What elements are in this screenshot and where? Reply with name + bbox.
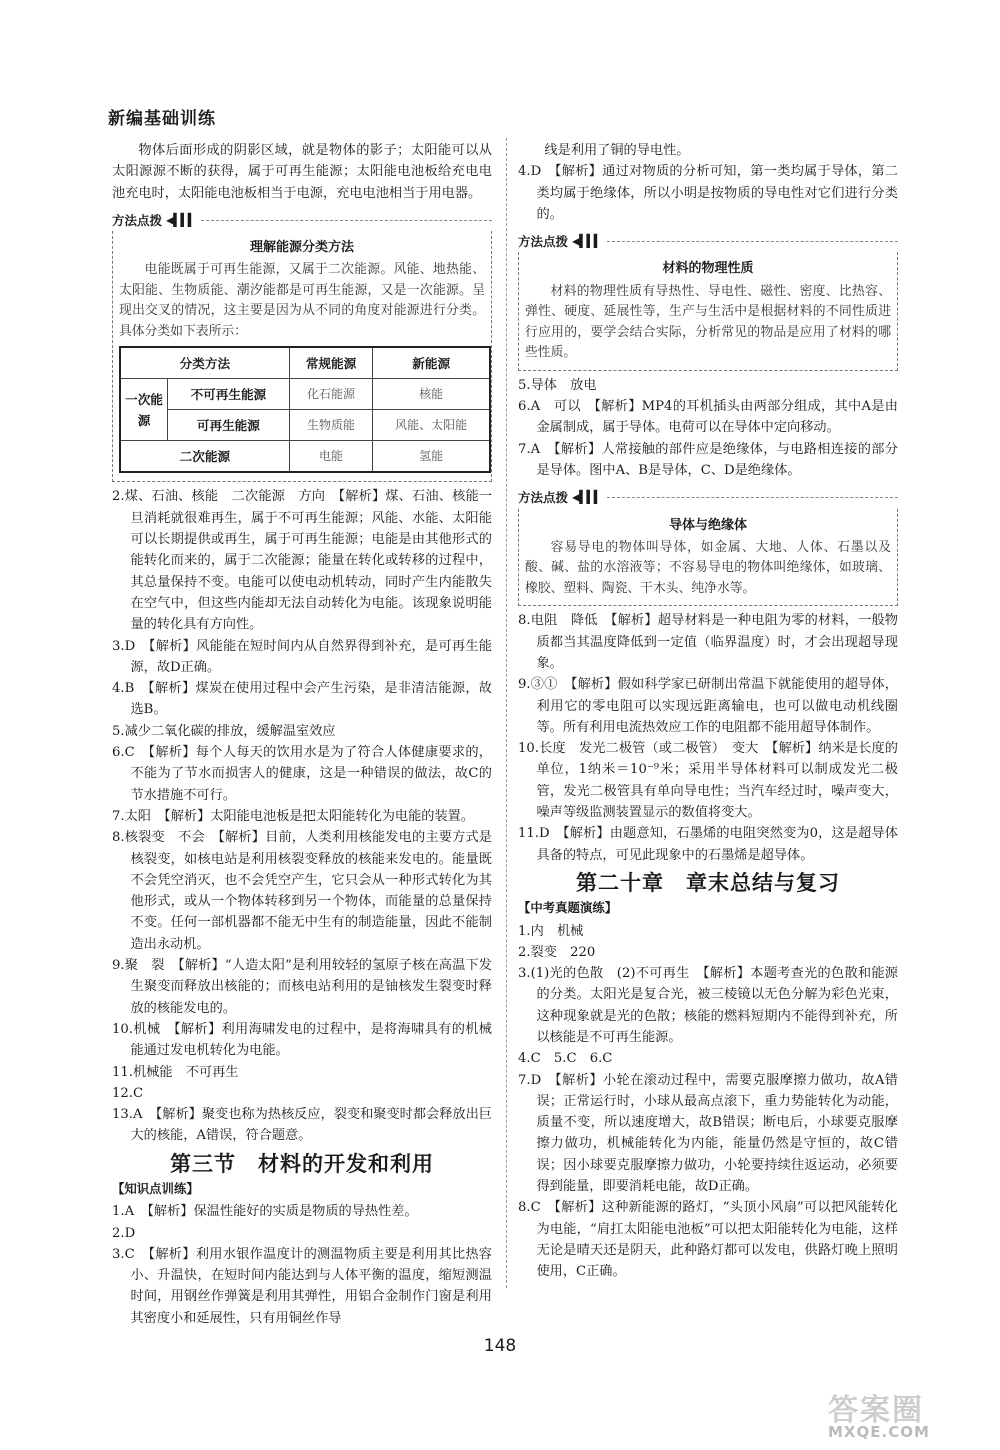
answer-item: 9.③① 【解析】假如科学家已研制出常温下就能使用的超导体，利用它的零电阻可以实现远距离输电，也可以做电动机线圈等。所有利用电流热效应工作的电阻都不能用超导体制作。	[518, 677, 898, 735]
answer-item: 6.A 可以 【解析】MP4的耳机插头由两部分组成，其中A是由金属制成，属于导体。电荷可以在导体中定向移动。	[518, 399, 898, 436]
left-column	[112, 140, 492, 1329]
chapter-tag: 【中考真题演练】	[518, 900, 618, 916]
page-number: 148	[483, 1336, 517, 1356]
speaker-icon: ◀▍▍▍	[572, 234, 601, 249]
answer-item: 1.A 【解析】保温性能好的实质是物质的导热性差。	[112, 1204, 418, 1220]
section-title: 第三节 材料的开发和利用	[170, 1150, 434, 1176]
energy-classification-table	[119, 346, 491, 473]
speaker-icon: ◀▍▍▍	[166, 212, 195, 227]
answer-item: 4.D 【解析】通过对物质的分析可知，第一类均属于导体，第二类均属于绝缘体，所以小明是按物质的导电性对它们进行分类的。	[518, 164, 898, 222]
table-nonrenewable: 不可再生能源	[168, 379, 290, 410]
section-tag: 【知识点训练】	[112, 1180, 199, 1196]
answer-item: 10.机械 【解析】利用海啸发电的过程中，是将海啸具有的机械能通过发电机转化为电能。	[112, 1021, 492, 1059]
answer-item: 2.D	[112, 1225, 136, 1241]
answer-item: 3.D 【解析】风能能在短时间内从自然界得到补充，是可再生能源，故D正确。	[112, 638, 492, 675]
answer-item: 5.减少二氧化碳的排放，缓解温室效应	[112, 723, 336, 739]
chapter-title: 第二十章 章末总结与复习	[576, 869, 840, 895]
answer-item: 3.C 【解析】利用水银作温度计的测温物质主要是利用其比热容小、升温快，在短时间内能达到与人体平衡的温度，缩短测温时间，用钢丝作弹簧是利用其弹性，用铝合金制作门窗是利用其密度小和延展性，只有用铜丝作导	[112, 1246, 492, 1326]
intro-paragraph: 物体后面形成的阴影区域，就是物体的影子；太阳能可以从太阳源源不断的获得，属于可再生能源；太阳能电池板给充电电池充电时，太阳能电池板相当于电源，充电电池相当于用电器。	[112, 143, 492, 201]
answer-item: 8.核裂变 不会 【解析】目前，人类利用核能发电的主要方式是核裂变，如核电站是利用核裂变释放的核能来发电的。能量既不会凭空消灭，也不会凭空产生，它只会从一种形式转化为其他形式，或从一个物体转移到另一个物体，而能量的总量保持不变。任何一部机器都不能无中生有的制造能量，因此不能制造出永动机。	[112, 830, 492, 952]
tip-title: 材料的物理性质	[662, 261, 754, 277]
table-header-conventional: 常规能源	[289, 347, 373, 379]
watermark-logo	[828, 1385, 978, 1445]
answer-item: 11.D 【解析】由题意知，石墨烯的电阻突然变为0，这是超导体具备的特点，可见此现象中的石墨烯是超导体。	[518, 826, 898, 863]
answer-item: 10.长度 发光二极管（或二极管） 变大 【解析】纳米是长度的单位，1纳米＝10⁻⁹米；采用半导体材料可以制成发光二极管，发光二极管具有单向导电性；当汽车经过时，噪声变大，噪声等级监测装置显示的数值将变大。	[518, 741, 898, 821]
answer-item: 8.C 【解析】这种新能源的路灯，“头顶小风扇”可以把风能转化为电能，“肩扛太阳能电池板”可以把太阳能转化为电能，这样无论是晴天还是阴天，此种路灯都可以发电，供路灯晚上照明使用，C正确。	[518, 1200, 898, 1280]
tip-label: 方法点拨	[518, 490, 569, 506]
tip-title: 导体与绝缘体	[668, 517, 747, 533]
tip-box-energy	[112, 231, 492, 482]
table-cell: 核能	[373, 379, 490, 410]
answer-item: 2.裂变 220	[518, 944, 596, 960]
tip-text: 容易导电的物体叫导体，如金属、大地、人体、石墨以及酸、碱、盐的水溶液等；不容易导电的物体叫绝缘体，如玻璃、橡胶、塑料、陶瓷、干木头、纯净水等。	[525, 539, 891, 596]
continued-text: 线是利用了铜的导电性。	[544, 143, 690, 158]
table-cell: 电能	[289, 441, 373, 473]
answer-item: 4.C 5.C 6.C	[518, 1051, 613, 1067]
tip-box-materials	[518, 252, 898, 370]
answer-item: 7.太阳 【解析】太阳能电池板是把太阳能转化为电能的装置。	[112, 808, 475, 824]
answer-item: 7.A 【解析】人常接触的部件应是绝缘体，与电路相连接的部分是导体。图中A、B是导体，C、D是绝缘体。	[518, 441, 898, 478]
answer-item: 6.C 【解析】每个人每天的饮用水是为了符合人体健康要求的，不能为了节水而损害人的健康，这是一种错误的做法，故C的节水措施不可行。	[112, 745, 492, 803]
answer-item: 9.聚 裂 【解析】“人造太阳”是利用较轻的氢原子核在高温下发生聚变而释放出核能的；而核电站利用的是铀核发生裂变时释放的核能发电的。	[112, 958, 492, 1016]
answer-item: 5.导体 放电	[518, 377, 597, 393]
answer-item: 2.煤、石油、核能 二次能源 方向 【解析】煤、石油、核能一旦消耗就很难再生，属于不可再生能源；风能、水能、太阳能可以长期提供或再生，属于可再生能源；电能是由其他形式的能转化而来的，属于二次能源；能量在转化或转移的过程中，其总量保持不变。电能可以使电动机转动，同时产生内能散失在空气中，但这些内能却无法自动转化为电能。该现象说明能量的转化具有方向性。	[112, 489, 492, 633]
table-cell: 生物质能	[289, 410, 373, 441]
column-divider	[506, 138, 507, 1288]
answer-item: 3.(1)光的色散 (2)不可再生 【解析】本题考查光的色散和能源的分类。太阳光是复合光，被三棱镜以无色分解为彩色光束，这种现象就是光的色散；核能的燃料短期内不能得到补充，所以核能是不可再生能源。	[518, 966, 898, 1045]
tip-title: 理解能源分类方法	[249, 240, 354, 256]
tip-header	[518, 487, 898, 508]
watermark-sub: MXQE.COM	[828, 1423, 930, 1441]
tip-header	[518, 231, 898, 252]
tip-label: 方法点拨	[518, 234, 569, 250]
table-cell: 化石能源	[289, 379, 373, 410]
answer-item: 1.内 机械	[518, 923, 584, 939]
book-header: 新编基础训练	[108, 109, 216, 129]
answer-item: 12.C	[112, 1085, 144, 1101]
tip-box-conductors	[518, 509, 898, 607]
table-cell: 风能、太阳能	[373, 410, 490, 441]
table-renewable: 可再生能源	[168, 410, 290, 441]
tip-label: 方法点拨	[112, 212, 163, 228]
right-column	[518, 140, 898, 1283]
answer-item: 11.机械能 不可再生	[112, 1064, 239, 1080]
speaker-icon: ◀▍▍▍	[572, 490, 601, 505]
tip-header	[112, 210, 492, 231]
answer-item: 4.B 【解析】煤炭在使用过程中会产生污染，是非清洁能源，故选B。	[112, 681, 492, 718]
table-cell: 氢能	[373, 441, 490, 473]
answer-item: 13.A 【解析】聚变也称为热核反应，裂变和聚变时都会释放出巨大的核能，A错误，符合题意。	[112, 1107, 492, 1144]
answer-item: 8.电阻 降低 【解析】超导材料是一种电阻为零的材料，一般物质都当其温度降低到一定值（临界温度）时，才会出现超导现象。	[518, 613, 898, 671]
watermark-main: 答案圈	[828, 1393, 924, 1428]
table-header-method: 分类方法	[120, 347, 289, 379]
table-header-new: 新能源	[373, 347, 490, 379]
tip-text: 电能既属于可再生能源，又属于二次能源。风能、地热能、太阳能、生物质能、潮汐能都是可再生能源，又是一次能源。呈现出交叉的情况，这主要是因为从不同的角度对能源进行分类。具体分类如下表所示：	[119, 262, 485, 339]
table-primary-energy: 一次能源	[120, 379, 168, 441]
tip-text: 材料的物理性质有导热性、导电性、磁性、密度、比热容、弹性、硬度、延展性等，生产与生活中是根据材料的不同性质进行应用的，要学会结合实际，分析常见的物品是应用了材料的哪些性质。	[525, 283, 891, 361]
table-secondary-energy: 二次能源	[120, 441, 289, 473]
answer-item: 7.D 【解析】小轮在滚动过程中，需要克服摩擦力做功，故A错误；正常运行时，小球从最高点滚下，重力势能转化为动能，质量不变，所以速度增大，故B错误；断电后，小球要克服摩擦力做功，机械能转化为内能，能量仍然是守恒的，故C错误；因小球要克服摩擦力做功，小轮要持续往返运动，必须要得到能量，即要消耗电能，故D正确。	[518, 1072, 898, 1195]
